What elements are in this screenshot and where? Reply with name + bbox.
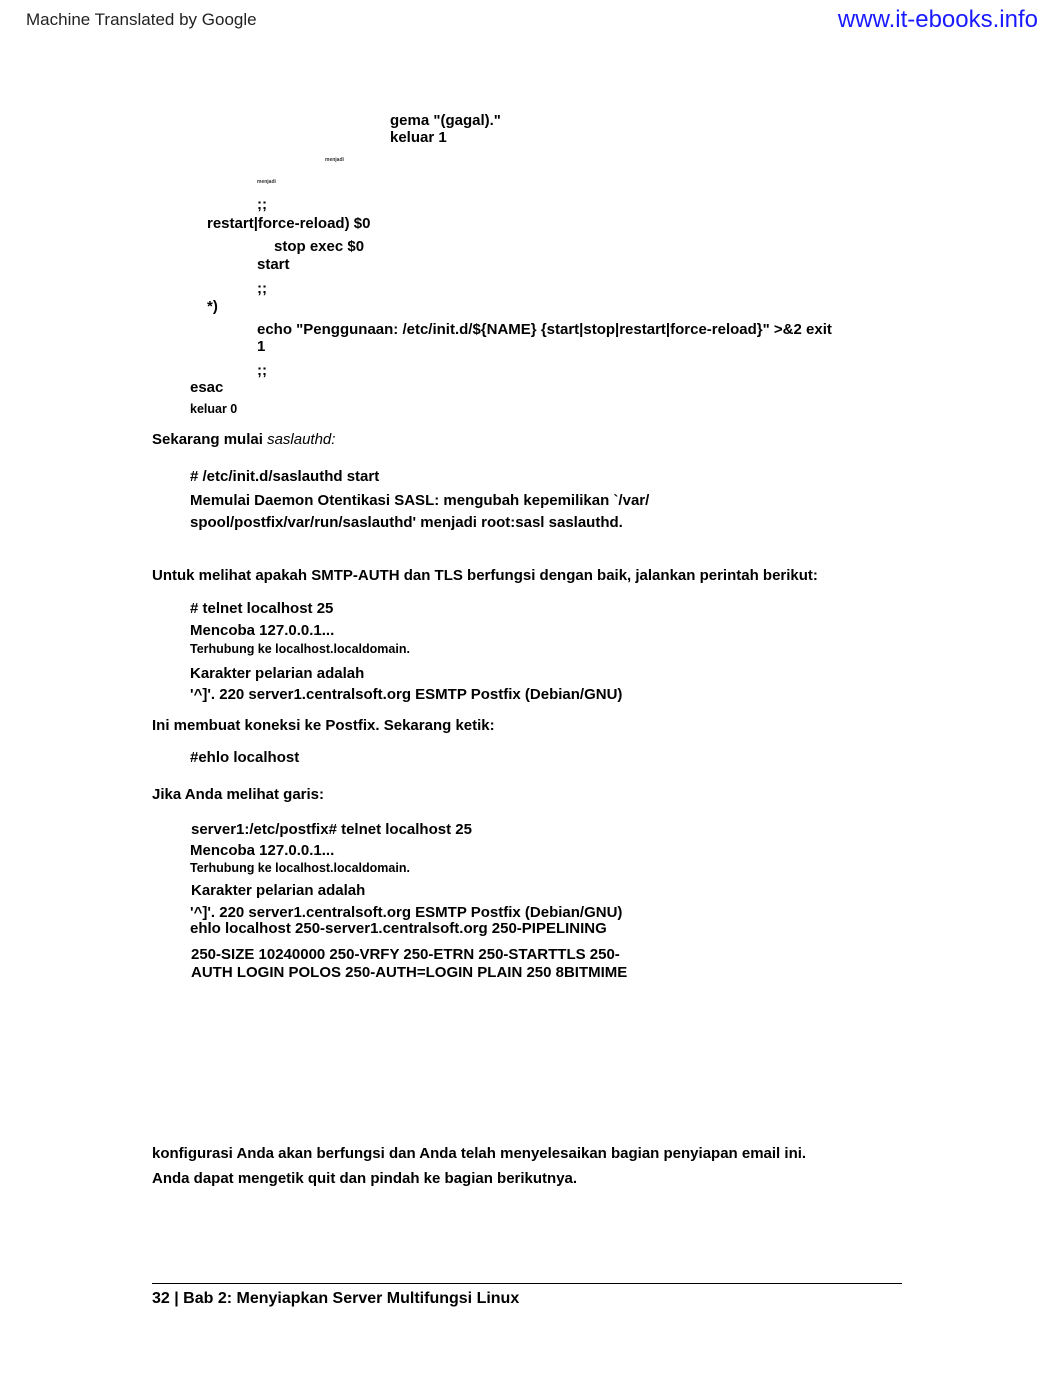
code-line: Karakter pelarian adalah [190,665,365,682]
code-line: echo "Penggunaan: /etc/init.d/${NAME} {start|stop|restart|force-reload}" >&2 exit [257,321,832,338]
code-line: AUTH LOGIN POLOS 250-AUTH=LOGIN PLAIN 250 8BITMIME [191,964,628,981]
code-line: spool/postfix/var/run/saslauthd' menjadi root:sasl saslauthd. [190,514,623,531]
code-line: Memulai Daemon Otentikasi SASL: mengubah kepemilikan `/var/ [190,492,650,509]
code-line: Karakter pelarian adalah [191,882,366,899]
code-line: # /etc/init.d/saslauthd start [190,468,380,485]
code-line: restart|force-reload) $0 [207,215,371,232]
code-line: Terhubung ke localhost.localdomain. [190,642,410,656]
code-line: esac [190,379,224,396]
code-line: ;; [257,196,267,213]
body-paragraph: konfigurasi Anda akan berfungsi dan Anda telah menyelesaikan bagian penyiapan email ini. [152,1145,807,1162]
code-line: '^]'. 220 server1.centralsoft.org ESMTP Postfix (Debian/GNU) [190,904,623,921]
source-website-link[interactable]: www.it-ebooks.info [837,6,1038,33]
code-line: '^]'. 220 server1.centralsoft.org ESMTP Postfix (Debian/GNU) [190,686,623,703]
code-line: Mencoba 127.0.0.1... [190,622,335,639]
body-paragraph [152,431,335,448]
code-line: Terhubung ke localhost.localdomain. [190,861,410,875]
code-line: # telnet localhost 25 [190,600,334,617]
command-name: saslauthd: [267,431,336,448]
body-paragraph: Untuk melihat apakah SMTP-AUTH dan TLS berfungsi dengan baik, jalankan perintah berikut: [152,567,818,584]
body-paragraph: Anda dapat mengetik quit dan pindah ke bagian berikutnya. [152,1170,578,1187]
code-line: ehlo localhost 250-server1.centralsoft.org 250-PIPELINING [190,920,607,937]
code-line: ;; [257,362,267,379]
code-line: #ehlo localhost [190,749,300,766]
code-line: 250-SIZE 10240000 250-VRFY 250-ETRN 250-STARTTLS 250- [191,946,620,963]
code-line: server1:/etc/postfix# telnet localhost 25 [191,821,472,838]
footer-divider [152,1283,902,1284]
code-line: start [257,256,290,273]
code-line: keluar 1 [390,129,447,146]
code-line: Mencoba 127.0.0.1... [190,842,335,859]
code-line: 1 [257,338,266,355]
code-line: gema "(gagal)." [390,112,501,129]
body-paragraph: Ini membuat koneksi ke Postfix. Sekarang ketik: [152,717,495,734]
code-annotation: menjadi [325,157,344,163]
code-line: ;; [257,280,267,297]
code-line: stop exec $0 [274,238,365,255]
code-line: keluar 0 [190,402,238,416]
paragraph-text: Sekarang mulai [152,431,268,448]
page-footer: 32 | Bab 2: Menyiapkan Server Multifungsi Linux [152,1290,520,1307]
code-annotation: menjadi [257,179,276,185]
code-line: *) [207,298,218,315]
machine-translated-label: Machine Translated by Google [26,10,257,29]
body-paragraph: Jika Anda melihat garis: [152,786,325,803]
